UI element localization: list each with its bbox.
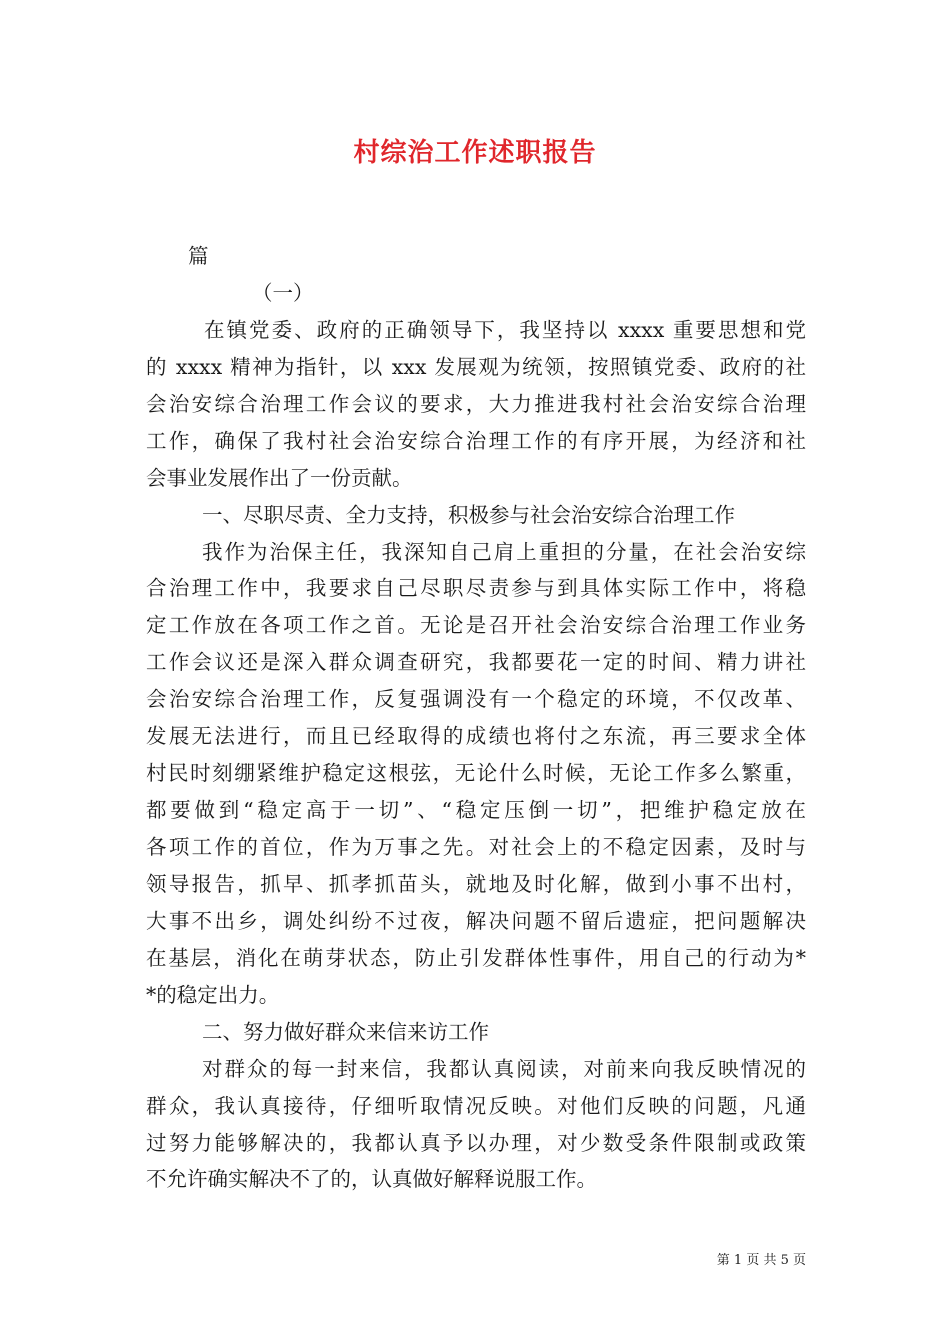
text-line: 在基层，消化在萌芽状态，防止引发群体性事件，用自己的行动为* (146, 945, 806, 970)
document-body (146, 238, 806, 1198)
text-line: 的 xxxx 精神为指针，以 xxx 发展观为统领，按照镇党委、政府的社 (146, 354, 806, 379)
section-heading: 二、努力做好群众来信来访工作 (202, 1019, 489, 1044)
text-line: 合治理工作中，我要求自己尽职尽责参与到具体实际工作中，将稳 (146, 576, 806, 601)
text-line: 篇 (188, 244, 209, 268)
text-line: 过努力能够解决的，我都认真予以办理，对少数受条件限制或政策 (146, 1130, 806, 1155)
text-line: 会治安综合治理工作会议的要求，大力推进我村社会治安综合治理 (146, 391, 806, 416)
text-line: 都要做到“稳定高于一切”、“稳定压倒一切”，把维护稳定放在 (146, 798, 806, 823)
text-line: 对群众的每一封来信，我都认真阅读，对前来向我反映情况的 (202, 1056, 806, 1081)
text-line: 会治安综合治理工作，反复强调没有一个稳定的环境，不仅改革、 (146, 687, 806, 712)
text-line: 会事业发展作出了一份贡献。 (146, 465, 413, 490)
text-line: 工作，确保了我村社会治安综合治理工作的有序开展，为经济和社 (146, 428, 806, 453)
page-number-footer: 第 1 页 共 5 页 (716, 1253, 806, 1268)
text-line: *的稳定出力。 (146, 982, 280, 1007)
text-line: 各项工作的首位，作为万事之先。对社会上的不稳定因素，及时与 (146, 835, 806, 859)
text-line: 定工作放在各项工作之首。无论是召开社会治安综合治理工作业务 (146, 613, 806, 638)
text-line: 在镇党委、政府的正确领导下，我坚持以 xxxx 重要思想和党 (204, 317, 806, 342)
text-line: 发展无法进行，而且已经取得的成绩也将付之东流，再三要求全体 (146, 724, 806, 749)
text-line: 我作为治保主任，我深知自己肩上重担的分量，在社会治安综 (202, 539, 806, 564)
document-title: 村综治工作述职报告 (353, 138, 597, 168)
text-line: 领导报告，抓早、抓孝抓苗头，就地及时化解，做到小事不出村， (146, 871, 806, 896)
text-line: 不允许确实解决不了的，认真做好解释说服工作。 (146, 1167, 597, 1192)
text-line: （一） (252, 280, 314, 305)
text-line: 村民时刻绷紧维护稳定这根弦，无论什么时候，无论工作多么繁重， (146, 761, 806, 786)
section-heading: 一、尽职尽责、全力支持，积极参与社会治安综合治理工作 (202, 502, 735, 527)
text-line: 大事不出乡，调处纠纷不过夜，解决问题不留后遗症，把问题解决 (146, 908, 806, 933)
text-line: 群众，我认真接待，仔细听取情况反映。对他们反映的问题，凡通 (146, 1093, 806, 1118)
text-line: 工作会议还是深入群众调查研究，我都要花一定的时间、精力讲社 (146, 650, 806, 675)
